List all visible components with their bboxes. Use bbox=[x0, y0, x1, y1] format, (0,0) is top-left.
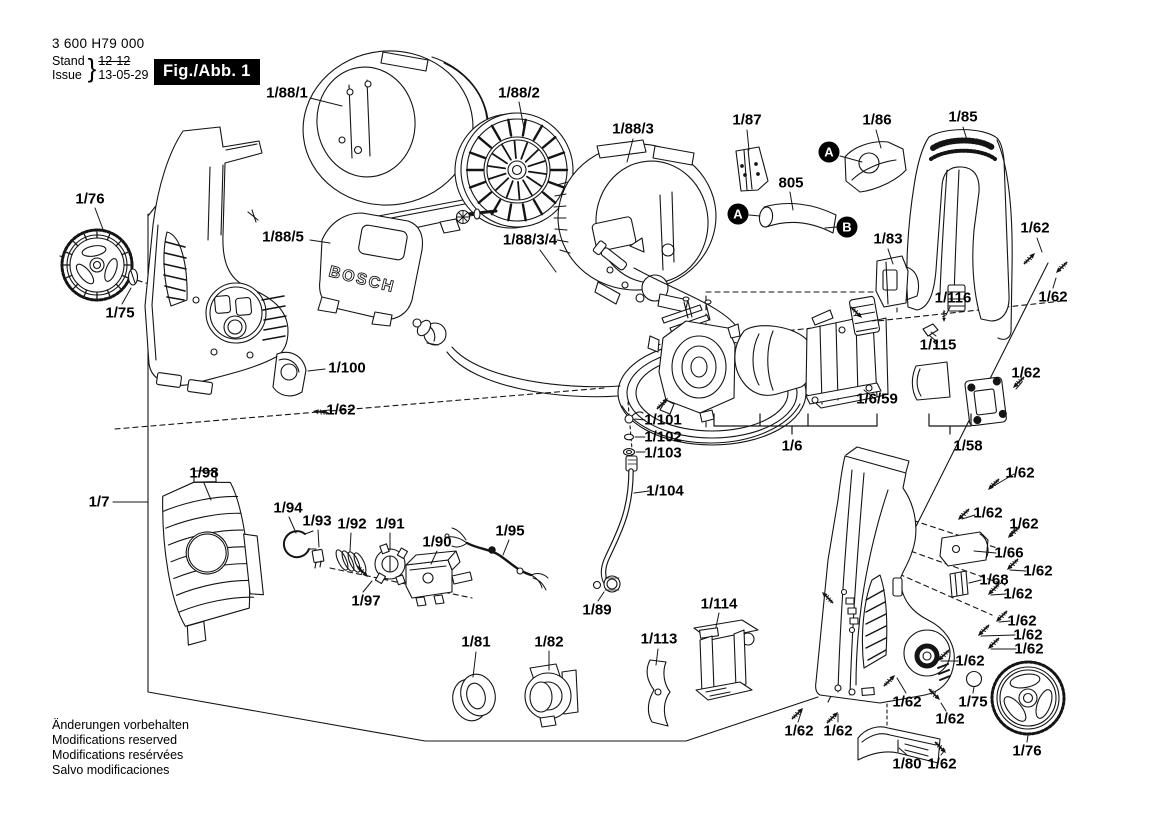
part-callout: 1/62 bbox=[1003, 585, 1033, 603]
connection-marker: A bbox=[819, 142, 840, 163]
footer-line: Modifications reserved bbox=[52, 733, 178, 747]
brace-glyph: } bbox=[87, 53, 97, 83]
part-callout: 1/62 bbox=[823, 722, 853, 740]
part-callout: 1/91 bbox=[375, 515, 405, 533]
left-wheel-part bbox=[62, 230, 132, 300]
fitting-part-1-89 bbox=[594, 576, 621, 592]
part-callout: 1/88/5 bbox=[262, 228, 304, 246]
right-housing-part bbox=[816, 447, 955, 703]
footer-line: Änderungen vorbehalten bbox=[52, 718, 189, 732]
part-callout: 1/81 bbox=[461, 633, 491, 651]
cover-part-1-86 bbox=[845, 142, 906, 192]
screw-icon bbox=[942, 311, 946, 322]
bosch-logo-text: BOSCH bbox=[327, 263, 397, 297]
part-callout: 1/62 bbox=[1009, 515, 1039, 533]
stand-label: Stand bbox=[52, 54, 85, 68]
left-housing-part bbox=[145, 127, 288, 395]
part-callout: 805 bbox=[778, 174, 804, 192]
footer-line: Modifications resérvées bbox=[52, 748, 184, 762]
part-callout: 1/94 bbox=[273, 499, 303, 517]
part-callout: 1/75 bbox=[105, 304, 135, 322]
ring-part-1-81 bbox=[448, 670, 500, 724]
bracket-part-1-114 bbox=[694, 620, 758, 700]
pump-body-part bbox=[735, 326, 813, 396]
cover-part-1-100 bbox=[273, 352, 306, 395]
part-callout: 1/62 bbox=[1020, 219, 1050, 237]
part-callout: 1/103 bbox=[644, 444, 682, 462]
screw-icon bbox=[956, 508, 970, 522]
block-part-1-68 bbox=[950, 571, 968, 597]
plate-part-1-66 bbox=[940, 532, 988, 566]
part-callout: 1/58 bbox=[953, 437, 983, 455]
part-callout: 1/88/3/4 bbox=[502, 231, 558, 249]
part-callout: 1/76 bbox=[1012, 742, 1042, 760]
part-callout: 1/97 bbox=[351, 592, 381, 610]
figure-badge: Fig./Abb. 1 bbox=[154, 59, 260, 85]
title-block bbox=[52, 36, 148, 82]
part-number: 3 600 H79 000 bbox=[52, 36, 145, 51]
part-callout: 1/93 bbox=[302, 512, 332, 530]
connection-marker: A bbox=[728, 204, 749, 225]
part-callout: 1/87 bbox=[732, 111, 762, 129]
insert-part-1-87 bbox=[736, 147, 768, 191]
part-callout: 1/62 bbox=[1038, 288, 1068, 306]
grille-part-1-98 bbox=[153, 463, 272, 647]
part-callout: 1/101 bbox=[644, 411, 682, 429]
part-callout: 1/83 bbox=[873, 230, 903, 248]
plug-part-1-93 bbox=[312, 549, 324, 568]
screw-icon bbox=[791, 706, 805, 720]
part-callout: 1/7 bbox=[88, 493, 110, 511]
connection-marker: B bbox=[837, 217, 858, 238]
part-callout: 1/62 bbox=[927, 755, 957, 773]
handle-frame-1-85 bbox=[907, 130, 1012, 340]
part-callout: 1/62 bbox=[935, 710, 965, 728]
part-callout: 1/6/59 bbox=[856, 390, 898, 408]
part-callout: 1/62 bbox=[1014, 640, 1044, 658]
part-callout: 1/90 bbox=[422, 533, 452, 551]
part-callout: 1/102 bbox=[644, 428, 682, 446]
part-callout: 1/76 bbox=[75, 190, 105, 208]
part-callout: 1/62 bbox=[1005, 464, 1035, 482]
flange-part-1-91 bbox=[375, 544, 407, 585]
switch-part-1-90 bbox=[406, 551, 472, 606]
left-washer-part bbox=[129, 269, 138, 285]
part-callout: 1/62 bbox=[1023, 562, 1053, 580]
part-callout: 1/66 bbox=[994, 544, 1024, 562]
part-callout: 1/6 bbox=[781, 437, 803, 455]
screw-icon bbox=[1023, 251, 1037, 265]
right-wheel-part bbox=[992, 662, 1064, 734]
stand-value: 12-12 bbox=[98, 54, 131, 68]
part-callout: 1/115 bbox=[919, 336, 957, 354]
issue-value: 13-05-29 bbox=[98, 68, 149, 82]
part-callout: 1/100 bbox=[328, 359, 366, 377]
footer-line: Salvo modificaciones bbox=[52, 763, 170, 777]
part-callout: 1/62 bbox=[326, 401, 356, 419]
bosch-cover-1-88-5 bbox=[318, 213, 422, 326]
right-washer-part bbox=[967, 672, 982, 687]
part-callout: 1/82 bbox=[534, 633, 564, 651]
bushing-part-1-82 bbox=[525, 664, 578, 727]
footer-legal-text bbox=[52, 718, 189, 778]
bracket-lines bbox=[714, 414, 971, 434]
seal-parts bbox=[624, 412, 644, 455]
part-callout: 1/80 bbox=[892, 755, 922, 773]
part-callout: 1/113 bbox=[640, 630, 678, 648]
part-callout: 1/95 bbox=[495, 522, 525, 540]
part-callout: 1/88/1 bbox=[266, 84, 308, 102]
part-callout: 1/98 bbox=[189, 464, 219, 482]
issue-label: Issue bbox=[52, 68, 82, 82]
screw-icon bbox=[986, 478, 1000, 492]
part-callout: 1/104 bbox=[646, 482, 684, 500]
part-callout: 1/88/2 bbox=[498, 84, 540, 102]
part-callout: 1/92 bbox=[337, 515, 367, 533]
part-callout: 1/85 bbox=[948, 108, 978, 126]
suction-hose-1-104 bbox=[604, 456, 637, 588]
part-callout: 1/62 bbox=[1011, 364, 1041, 382]
part-callout: 1/89 bbox=[582, 601, 612, 619]
part-callout: 1/75 bbox=[958, 693, 988, 711]
part-callout: 1/62 bbox=[973, 504, 1003, 522]
part-callout: 1/62 bbox=[955, 652, 985, 670]
drum-housing-1-88-3 bbox=[553, 139, 721, 312]
baffle-part-1-113 bbox=[647, 660, 670, 726]
part-callout: 1/88/3 bbox=[612, 120, 654, 138]
part-callout: 1/62 bbox=[784, 722, 814, 740]
part-callout: 1/62 bbox=[1007, 612, 1037, 630]
part-callout: 1/68 bbox=[979, 571, 1009, 589]
part-callout: 1/116 bbox=[934, 289, 972, 307]
clamp-part-1-94 bbox=[284, 531, 316, 557]
part-callout: 1/62 bbox=[892, 693, 922, 711]
part-callout: 1/86 bbox=[862, 111, 892, 129]
part-callout: 1/114 bbox=[700, 595, 738, 613]
hose-part-805 bbox=[758, 204, 836, 233]
part-callout: 1/62 bbox=[1013, 626, 1043, 644]
screw-icon bbox=[1054, 261, 1068, 275]
